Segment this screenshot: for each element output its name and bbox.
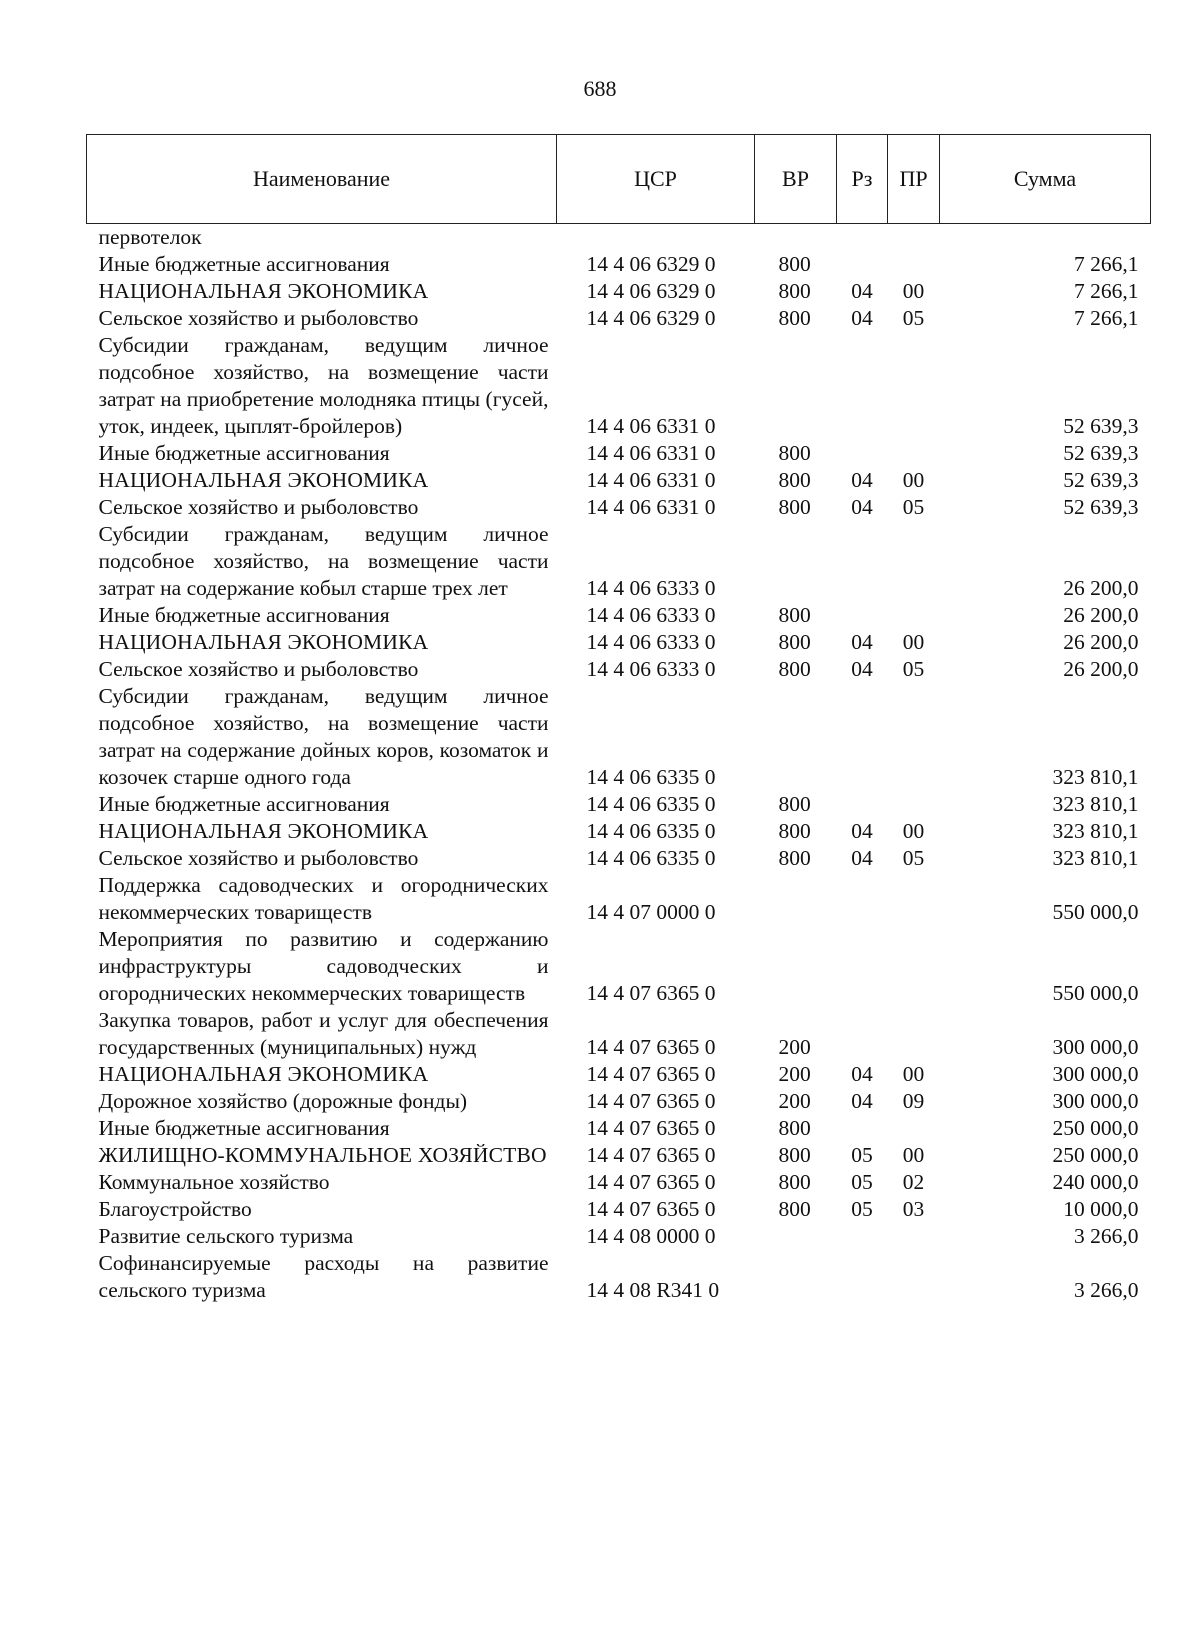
cell-pr xyxy=(888,872,940,926)
cell-csr: 14 4 08 R341 0 xyxy=(586,1278,720,1302)
cell-pr xyxy=(888,251,940,278)
cell-vr: 800 xyxy=(778,279,811,303)
table-header xyxy=(87,135,1151,224)
cell-name: Сельское хозяйство и рыболовство xyxy=(98,495,419,519)
cell-pr: 05 xyxy=(902,657,925,681)
cell-csr: 14 4 06 6329 0 xyxy=(586,279,716,303)
cell-rz: 04 xyxy=(851,495,873,519)
cell-vr: 800 xyxy=(778,846,811,870)
header-row xyxy=(87,135,1151,224)
cell-csr: 14 4 07 0000 0 xyxy=(586,900,716,924)
cell-name: НАЦИОНАЛЬНАЯ ЭКОНОМИКА xyxy=(98,819,429,843)
cell-sum: 300 000,0 xyxy=(1052,1062,1139,1086)
cell-name: НАЦИОНАЛЬНАЯ ЭКОНОМИКА xyxy=(98,468,429,492)
cell-csr xyxy=(557,224,755,252)
cell-name: Развитие сельского туризма xyxy=(98,1224,354,1248)
cell-name: Дорожное хозяйство (дорожные фонды) xyxy=(98,1089,468,1113)
cell-rz: 05 xyxy=(851,1143,873,1167)
budget-table xyxy=(86,134,1151,1304)
cell-sum: 300 000,0 xyxy=(1052,1035,1139,1059)
cell-vr: 800 xyxy=(778,1170,811,1194)
cell-pr: 00 xyxy=(902,1143,925,1167)
cell-pr: 00 xyxy=(902,819,925,843)
table-row xyxy=(87,818,1151,845)
cell-name: первотелок xyxy=(98,225,202,249)
cell-vr: 800 xyxy=(778,495,811,519)
table-row xyxy=(87,1223,1151,1250)
page-number: 688 xyxy=(583,76,617,101)
cell-csr: 14 4 07 6365 0 xyxy=(586,1035,716,1059)
table-row xyxy=(87,845,1151,872)
cell-sum: 550 000,0 xyxy=(1052,981,1139,1005)
cell-csr: 14 4 06 6333 0 xyxy=(586,603,716,627)
table-row xyxy=(87,332,1151,440)
cell-sum: 323 810,1 xyxy=(1052,765,1139,789)
cell-name: Иные бюджетные ассигнования xyxy=(98,1116,390,1140)
cell-rz xyxy=(837,602,888,629)
cell-rz xyxy=(837,1007,888,1061)
cell-rz: 04 xyxy=(851,468,873,492)
cell-rz xyxy=(837,1223,888,1250)
cell-csr: 14 4 06 6329 0 xyxy=(586,306,716,330)
table-row xyxy=(87,1115,1151,1142)
cell-rz: 04 xyxy=(851,306,873,330)
cell-vr: 800 xyxy=(778,468,811,492)
cell-rz xyxy=(837,521,888,602)
cell-sum: 26 200,0 xyxy=(1063,630,1139,654)
cell-name: НАЦИОНАЛЬНАЯ ЭКОНОМИКА xyxy=(98,279,429,303)
cell-pr: 05 xyxy=(902,495,925,519)
cell-csr: 14 4 08 0000 0 xyxy=(586,1224,716,1248)
cell-name: Иные бюджетные ассигнования xyxy=(98,252,390,276)
cell-name: Поддержка садоводческих и огороднических некоммерческих товариществ xyxy=(98,873,549,924)
table-row xyxy=(87,1169,1151,1196)
cell-pr xyxy=(888,440,940,467)
cell-sum: 323 810,1 xyxy=(1052,819,1139,843)
table-row xyxy=(87,656,1151,683)
cell-sum: 240 000,0 xyxy=(1052,1170,1139,1194)
cell-pr: 05 xyxy=(902,306,925,330)
cell-pr: 09 xyxy=(902,1089,925,1113)
cell-name: ЖИЛИЩНО-КОММУНАЛЬНОЕ ХОЗЯЙСТВО xyxy=(98,1143,547,1167)
header-vr: ВР xyxy=(755,135,837,224)
cell-rz: 04 xyxy=(851,1089,873,1113)
cell-pr: 05 xyxy=(902,846,925,870)
cell-vr: 200 xyxy=(778,1035,811,1059)
cell-vr xyxy=(755,224,837,252)
cell-sum: 26 200,0 xyxy=(1063,576,1139,600)
cell-pr: 02 xyxy=(902,1170,925,1194)
cell-vr xyxy=(755,683,837,791)
cell-name: Иные бюджетные ассигнования xyxy=(98,792,390,816)
cell-sum: 300 000,0 xyxy=(1052,1089,1139,1113)
table-row xyxy=(87,251,1151,278)
cell-csr: 14 4 06 6333 0 xyxy=(586,630,716,654)
cell-sum: 10 000,0 xyxy=(1063,1197,1139,1221)
cell-csr: 14 4 07 6365 0 xyxy=(586,1116,716,1140)
cell-name: Сельское хозяйство и рыболовство xyxy=(98,846,419,870)
cell-pr: 00 xyxy=(902,468,925,492)
cell-rz xyxy=(837,1250,888,1304)
cell-rz: 04 xyxy=(851,657,873,681)
cell-name: НАЦИОНАЛЬНАЯ ЭКОНОМИКА xyxy=(98,1062,429,1086)
cell-sum: 26 200,0 xyxy=(1063,603,1139,627)
cell-csr: 14 4 06 6331 0 xyxy=(586,441,716,465)
cell-vr xyxy=(755,926,837,1007)
cell-sum: 250 000,0 xyxy=(1052,1143,1139,1167)
cell-csr: 14 4 06 6335 0 xyxy=(586,765,716,789)
cell-vr xyxy=(755,332,837,440)
cell-vr: 800 xyxy=(778,792,811,816)
cell-sum: 323 810,1 xyxy=(1052,846,1139,870)
cell-csr: 14 4 06 6331 0 xyxy=(586,468,716,492)
cell-sum: 250 000,0 xyxy=(1052,1116,1139,1140)
cell-name: Иные бюджетные ассигнования xyxy=(98,603,390,627)
table-row xyxy=(87,278,1151,305)
cell-vr: 800 xyxy=(778,603,811,627)
header-name: Наименование xyxy=(87,135,557,224)
cell-vr: 200 xyxy=(778,1089,811,1113)
cell-csr: 14 4 06 6331 0 xyxy=(586,414,716,438)
table-row xyxy=(87,683,1151,791)
cell-sum: 3 266,0 xyxy=(1074,1278,1139,1302)
cell-pr: 00 xyxy=(902,630,925,654)
cell-csr: 14 4 07 6365 0 xyxy=(586,1089,716,1113)
cell-rz xyxy=(837,224,888,252)
table-row xyxy=(87,224,1151,252)
cell-csr: 14 4 07 6365 0 xyxy=(586,1062,716,1086)
cell-pr xyxy=(888,926,940,1007)
table-row xyxy=(87,926,1151,1007)
cell-csr: 14 4 07 6365 0 xyxy=(586,1170,716,1194)
cell-vr xyxy=(755,872,837,926)
cell-name: Субсидии гражданам, ведущим личное подсобное хозяйство, на возмещение части затрат на содержание дойных коров, козоматок и козочек старше одного года xyxy=(98,684,549,789)
cell-sum: 52 639,3 xyxy=(1063,468,1139,492)
table-row xyxy=(87,467,1151,494)
cell-rz: 05 xyxy=(851,1197,873,1221)
cell-vr: 800 xyxy=(778,657,811,681)
cell-pr xyxy=(888,683,940,791)
cell-name: Сельское хозяйство и рыболовство xyxy=(98,657,419,681)
cell-sum: 3 266,0 xyxy=(1074,1224,1139,1248)
cell-sum: 7 266,1 xyxy=(1074,252,1139,276)
cell-rz: 04 xyxy=(851,279,873,303)
cell-sum: 7 266,1 xyxy=(1074,279,1139,303)
cell-rz xyxy=(837,1115,888,1142)
cell-csr: 14 4 06 6333 0 xyxy=(586,657,716,681)
cell-rz: 05 xyxy=(851,1170,873,1194)
cell-rz xyxy=(837,926,888,1007)
table-row xyxy=(87,602,1151,629)
cell-csr: 14 4 06 6335 0 xyxy=(586,819,716,843)
cell-sum xyxy=(940,224,1151,252)
table-row xyxy=(87,440,1151,467)
cell-name: Сельское хозяйство и рыболовство xyxy=(98,306,419,330)
cell-pr xyxy=(888,521,940,602)
cell-rz xyxy=(837,440,888,467)
cell-sum: 323 810,1 xyxy=(1052,792,1139,816)
cell-name: Субсидии гражданам, ведущим личное подсобное хозяйство, на возмещение части затрат на приобретение молодняка птицы (гусей, уток, индеек, цыплят-бройлеров) xyxy=(98,333,549,438)
table-row xyxy=(87,1088,1151,1115)
table-row xyxy=(87,629,1151,656)
table-row xyxy=(87,521,1151,602)
cell-vr xyxy=(755,521,837,602)
table-row xyxy=(87,305,1151,332)
cell-rz xyxy=(837,872,888,926)
cell-name: Закупка товаров, работ и услуг для обеспечения государственных (муниципальных) нужд xyxy=(98,1008,549,1059)
cell-pr: 00 xyxy=(902,279,925,303)
table-row xyxy=(87,1142,1151,1169)
cell-pr xyxy=(888,791,940,818)
cell-pr xyxy=(888,1007,940,1061)
cell-name: Субсидии гражданам, ведущим личное подсобное хозяйство, на возмещение части затрат на содержание кобыл старше трех лет xyxy=(98,522,549,600)
cell-csr: 14 4 07 6365 0 xyxy=(586,981,716,1005)
cell-csr: 14 4 06 6335 0 xyxy=(586,846,716,870)
cell-vr: 800 xyxy=(778,819,811,843)
cell-rz: 04 xyxy=(851,1062,873,1086)
cell-name: Иные бюджетные ассигнования xyxy=(98,441,390,465)
cell-name: Благоустройство xyxy=(98,1197,252,1221)
table-row xyxy=(87,1250,1151,1304)
table-body xyxy=(87,224,1151,1305)
cell-rz xyxy=(837,791,888,818)
cell-sum: 52 639,3 xyxy=(1063,441,1139,465)
cell-vr: 800 xyxy=(778,630,811,654)
cell-vr: 800 xyxy=(778,441,811,465)
table-row xyxy=(87,872,1151,926)
cell-csr: 14 4 06 6331 0 xyxy=(586,495,716,519)
cell-pr xyxy=(888,1250,940,1304)
cell-csr: 14 4 07 6365 0 xyxy=(586,1143,716,1167)
cell-pr: 03 xyxy=(902,1197,925,1221)
cell-rz xyxy=(837,251,888,278)
cell-vr: 800 xyxy=(778,252,811,276)
cell-vr: 800 xyxy=(778,306,811,330)
cell-csr: 14 4 06 6329 0 xyxy=(586,252,716,276)
cell-vr xyxy=(755,1250,837,1304)
cell-pr xyxy=(888,332,940,440)
cell-vr xyxy=(755,1223,837,1250)
cell-rz: 04 xyxy=(851,819,873,843)
cell-sum: 52 639,3 xyxy=(1063,414,1139,438)
cell-name: Софинансируемые расходы на развитие сельского туризма xyxy=(98,1251,549,1302)
cell-csr: 14 4 06 6335 0 xyxy=(586,792,716,816)
header-rz: Рз xyxy=(837,135,888,224)
cell-pr xyxy=(888,602,940,629)
cell-sum: 7 266,1 xyxy=(1074,306,1139,330)
table-row xyxy=(87,1196,1151,1223)
cell-name: Мероприятия по развитию и содержанию инфраструктуры садоводческих и огороднических некоммерческих товариществ xyxy=(98,927,549,1005)
budget-table-container xyxy=(86,134,1150,1304)
cell-pr xyxy=(888,1115,940,1142)
cell-name: Коммунальное хозяйство xyxy=(98,1170,330,1194)
cell-vr: 800 xyxy=(778,1116,811,1140)
header-sum: Сумма xyxy=(940,135,1151,224)
cell-sum: 26 200,0 xyxy=(1063,657,1139,681)
cell-vr: 800 xyxy=(778,1197,811,1221)
cell-sum: 52 639,3 xyxy=(1063,495,1139,519)
cell-pr xyxy=(888,1223,940,1250)
cell-pr xyxy=(888,224,940,252)
table-row xyxy=(87,791,1151,818)
table-row xyxy=(87,1061,1151,1088)
header-csr: ЦСР xyxy=(557,135,755,224)
cell-rz xyxy=(837,332,888,440)
cell-vr: 800 xyxy=(778,1143,811,1167)
cell-rz: 04 xyxy=(851,630,873,654)
cell-vr: 200 xyxy=(778,1062,811,1086)
cell-csr: 14 4 07 6365 0 xyxy=(586,1197,716,1221)
header-pr: ПР xyxy=(888,135,940,224)
cell-rz: 04 xyxy=(851,846,873,870)
cell-rz xyxy=(837,683,888,791)
cell-sum: 550 000,0 xyxy=(1052,900,1139,924)
table-row xyxy=(87,494,1151,521)
table-row xyxy=(87,1007,1151,1061)
cell-name: НАЦИОНАЛЬНАЯ ЭКОНОМИКА xyxy=(98,630,429,654)
cell-csr: 14 4 06 6333 0 xyxy=(586,576,716,600)
cell-pr: 00 xyxy=(902,1062,925,1086)
